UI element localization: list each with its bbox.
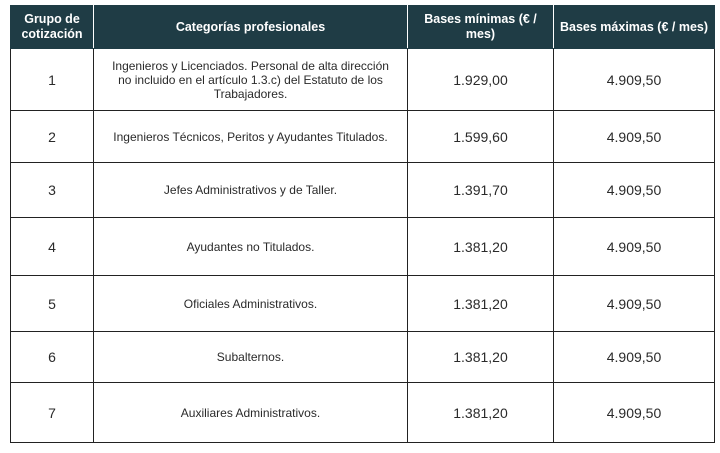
table-header-row: [11, 6, 715, 49]
category-cell: Ayudantes no Titulados.: [94, 218, 408, 276]
group-cell: 6: [11, 332, 94, 383]
category-cell: Ingenieros y Licenciados. Personal de alta dirección no incluido en el artículo 1.3.c) del Estatuto de los Trabajadores.: [94, 49, 408, 111]
header-min-base: Bases mínimas (€ / mes): [408, 6, 554, 49]
group-cell: 7: [11, 383, 94, 443]
header-category: Categorías profesionales: [94, 6, 408, 49]
table-row: [11, 332, 715, 383]
category-cell: Ingenieros Técnicos, Peritos y Ayudantes Titulados.: [94, 111, 408, 163]
header-group: Grupo de cotización: [11, 6, 94, 49]
category-cell: Oficiales Administrativos.: [94, 276, 408, 332]
table-row: [11, 49, 715, 111]
min-base-cell: 1.391,70: [408, 163, 554, 218]
max-base-cell: 4.909,50: [554, 383, 715, 443]
category-cell: Subalternos.: [94, 332, 408, 383]
max-base-cell: 4.909,50: [554, 49, 715, 111]
contribution-bases-table: [10, 5, 715, 443]
min-base-cell: 1.381,20: [408, 383, 554, 443]
group-cell: 1: [11, 49, 94, 111]
table-row: [11, 111, 715, 163]
group-cell: 3: [11, 163, 94, 218]
min-base-cell: 1.929,00: [408, 49, 554, 111]
min-base-cell: 1.599,60: [408, 111, 554, 163]
table-row: [11, 276, 715, 332]
table-row: [11, 218, 715, 276]
table-row: [11, 163, 715, 218]
header-max-base: Bases máximas (€ / mes): [554, 6, 715, 49]
min-base-cell: 1.381,20: [408, 332, 554, 383]
group-cell: 2: [11, 111, 94, 163]
min-base-cell: 1.381,20: [408, 218, 554, 276]
max-base-cell: 4.909,50: [554, 111, 715, 163]
max-base-cell: 4.909,50: [554, 218, 715, 276]
category-cell: Jefes Administrativos y de Taller.: [94, 163, 408, 218]
max-base-cell: 4.909,50: [554, 276, 715, 332]
group-cell: 4: [11, 218, 94, 276]
table-row: [11, 383, 715, 443]
min-base-cell: 1.381,20: [408, 276, 554, 332]
category-cell: Auxiliares Administrativos.: [94, 383, 408, 443]
max-base-cell: 4.909,50: [554, 332, 715, 383]
group-cell: 5: [11, 276, 94, 332]
max-base-cell: 4.909,50: [554, 163, 715, 218]
